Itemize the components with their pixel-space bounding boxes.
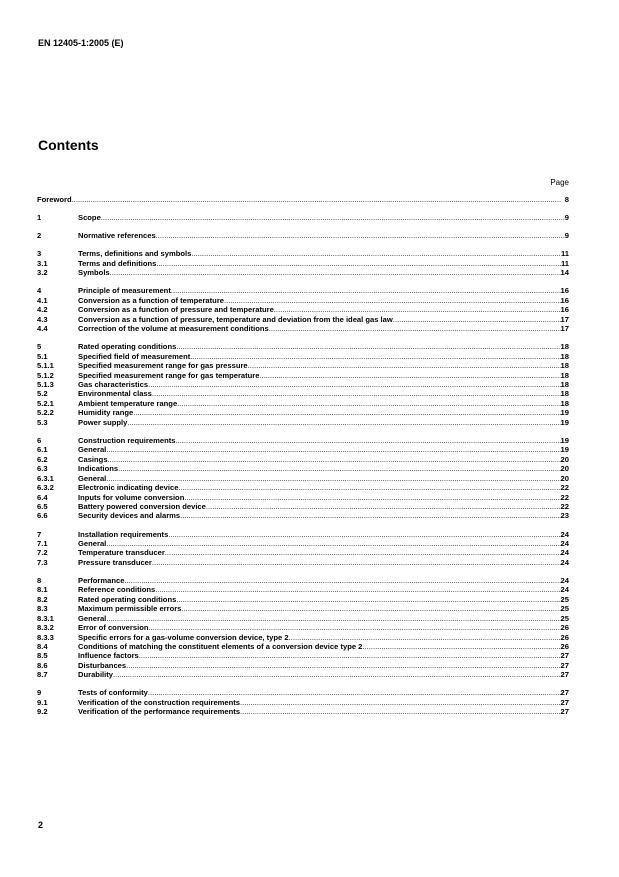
toc-entry-number: 5.2 [37, 389, 48, 399]
toc-entry-page: 16 [560, 295, 569, 305]
toc-entry[interactable] [37, 651, 569, 660]
dot-leader [274, 305, 561, 314]
dot-leader [191, 249, 561, 258]
toc-entry[interactable] [37, 399, 569, 408]
toc-entry-title: Rated operating conditions [78, 342, 177, 352]
toc-entry-page: 18 [560, 370, 569, 380]
dot-leader [168, 530, 560, 539]
dot-leader [259, 371, 560, 380]
toc-entry-number: 5.1.1 [37, 361, 54, 371]
toc-entry-page: 26 [560, 623, 569, 633]
dot-leader [178, 483, 560, 492]
toc-entry[interactable] [37, 595, 569, 604]
dot-leader [240, 707, 561, 716]
toc-entry[interactable] [37, 296, 569, 305]
toc-entry-title: Specified measurement range for gas temperature [78, 370, 260, 380]
dot-leader [124, 576, 560, 585]
toc-entry[interactable] [37, 380, 569, 389]
document-header: EN 12405-1:2005 (E) [38, 38, 124, 48]
toc-entry-title: General [78, 445, 107, 455]
toc-entry-page: 25 [560, 613, 569, 623]
toc-entry-title: Electronic indicating device [78, 483, 179, 493]
toc-entry-page: 27 [560, 707, 569, 717]
toc-entry-number: 1 [37, 213, 42, 223]
toc-entry-title: Installation requirements [78, 529, 169, 539]
toc-entry-title: Terms, definitions and symbols [78, 249, 192, 259]
toc-entry[interactable] [37, 585, 569, 594]
toc-entry-page: 19 [560, 435, 569, 445]
dot-leader [176, 342, 560, 351]
toc-entry-number: 3.1 [37, 258, 48, 268]
toc-entry-number: 6.1 [37, 445, 48, 455]
toc-entry-number: 6.6 [37, 511, 48, 521]
toc-entry-title: Conversion as a function of pressure and temperature [78, 305, 274, 315]
toc-entry[interactable] [37, 213, 569, 222]
toc-entry[interactable] [37, 614, 569, 623]
toc-entry-page: 25 [560, 594, 569, 604]
toc-entry-title: Verification of the construction requirements [78, 697, 241, 707]
toc-entry[interactable] [37, 445, 569, 454]
toc-entry-page: 23 [560, 511, 569, 521]
toc-entry-number: 5.1 [37, 351, 48, 361]
toc-entry-number: 5.2.2 [37, 408, 54, 418]
toc-entry-title: Terms and definitions [78, 258, 157, 268]
toc-entry-page: 18 [560, 389, 569, 399]
dot-leader [72, 195, 565, 204]
toc-group [37, 530, 569, 568]
dot-leader [156, 231, 565, 240]
toc-entry-page: 24 [560, 557, 569, 567]
dot-leader [133, 408, 560, 417]
toc-entry-number: 6.2 [37, 454, 48, 464]
dot-leader [240, 698, 561, 707]
dot-leader [177, 399, 560, 408]
dot-leader [206, 502, 561, 511]
toc-entry[interactable] [37, 642, 569, 651]
toc-entry[interactable] [37, 661, 569, 670]
dot-leader [110, 268, 561, 277]
toc-entry[interactable] [37, 548, 569, 557]
toc-entry-title: Principle of measurement [78, 286, 171, 296]
dot-leader [171, 286, 561, 295]
toc-entry[interactable] [37, 539, 569, 548]
toc-entry[interactable] [37, 389, 569, 398]
dot-leader [126, 661, 560, 670]
toc-group [37, 286, 569, 333]
toc-entry-number: 8.3.1 [37, 613, 54, 623]
dot-leader [106, 539, 560, 548]
dot-leader [155, 585, 560, 594]
toc-entry[interactable] [37, 436, 569, 445]
toc-entry-page: 11 [560, 258, 569, 268]
dot-leader [165, 548, 561, 557]
toc-entry-number: 6.5 [37, 501, 48, 511]
dot-leader [224, 296, 561, 305]
toc-entry-number: 6.4 [37, 492, 48, 502]
dot-leader [175, 436, 560, 445]
toc-entry-number: 8.3.2 [37, 623, 54, 633]
toc-entry-page: 22 [560, 483, 569, 493]
toc-entry-title: Influence factors [78, 651, 139, 661]
toc-entry-page: 27 [560, 651, 569, 661]
toc-entry-number: 7.2 [37, 548, 48, 558]
toc-entry-number: 4.1 [37, 295, 48, 305]
page-title: Contents [38, 137, 99, 153]
toc-entry[interactable] [37, 633, 569, 642]
toc-entry-page: 18 [560, 342, 569, 352]
toc-group [37, 249, 569, 277]
toc-entry-title: Power supply [78, 417, 128, 427]
dot-leader [393, 315, 561, 324]
toc-entry[interactable] [37, 408, 569, 417]
toc-entry[interactable] [37, 464, 569, 473]
toc-group [37, 688, 569, 716]
dot-leader [152, 558, 561, 567]
dot-leader [113, 670, 561, 679]
dot-leader [101, 213, 565, 222]
toc-entry-number: 8.2 [37, 594, 48, 604]
toc-entry[interactable] [37, 707, 569, 716]
page-column-label: Page [550, 178, 569, 187]
toc-group [37, 231, 569, 240]
toc-entry-title: Temperature transducer [78, 548, 165, 558]
toc-entry-page: 20 [560, 473, 569, 483]
toc-entry-title: Inputs for volume conversion [78, 492, 185, 502]
toc-entry-number: 8 [37, 575, 42, 585]
toc-entry-page: 16 [560, 286, 569, 296]
toc-entry[interactable] [37, 305, 569, 314]
toc-entry-page: 26 [560, 642, 569, 651]
toc-entry[interactable] [37, 670, 569, 679]
toc-entry-number: 9.1 [37, 697, 48, 707]
toc-entry-title: General [78, 473, 107, 483]
toc-entry[interactable] [37, 418, 569, 427]
toc-entry-title: Verification of the performance requirements [78, 707, 241, 717]
toc-entry-number: 8.1 [37, 585, 48, 595]
toc-entry[interactable] [37, 352, 569, 361]
toc-entry-number: 5.2.1 [37, 398, 54, 408]
dot-leader [269, 324, 561, 333]
toc-entry-number: 8.7 [37, 670, 48, 680]
toc-entry-number: 7.1 [37, 538, 48, 548]
toc-entry-page: 24 [560, 548, 569, 558]
toc-entry-number: 5.1.3 [37, 380, 54, 389]
toc-entry-number: 4.3 [37, 314, 48, 324]
toc-entry-page: 9 [564, 213, 569, 223]
toc-entry-title: Conversion as a function of pressure, temperature and deviation from the ideal gas law [78, 314, 393, 324]
toc-entry-page: 22 [560, 492, 569, 502]
toc-entry[interactable] [37, 474, 569, 483]
toc-entry-number: 4.4 [37, 324, 48, 334]
toc-entry-title: General [78, 538, 107, 548]
dot-leader [180, 511, 560, 520]
toc-entry-number: 3 [37, 249, 42, 259]
toc-entry[interactable] [37, 286, 569, 295]
dot-leader [148, 688, 561, 697]
toc-entry-title: Correction of the volume at measurement conditions [78, 324, 269, 334]
toc-entry-number: 8.5 [37, 651, 48, 661]
toc-entry-number: 3.2 [37, 268, 48, 278]
toc-entry-title: Specified measurement range for gas pressure [78, 361, 248, 371]
toc-entry-title: Symbols [78, 268, 110, 278]
toc-entry-page: 26 [560, 632, 569, 642]
toc-entry[interactable] [37, 361, 569, 370]
dot-leader [184, 493, 560, 502]
toc-entry-number: 5.1.2 [37, 370, 54, 380]
toc-entry-number: 9 [37, 688, 42, 698]
toc-entry-number: 5.3 [37, 417, 48, 427]
toc-entry[interactable] [37, 371, 569, 380]
toc-group [37, 213, 569, 222]
toc-entry-title: Ambient temperature range [78, 398, 178, 408]
toc-entry-title: Conditions of matching the constituent elements of a conversion device type 2 [78, 642, 363, 651]
dot-leader [139, 651, 561, 660]
toc-group [37, 195, 569, 204]
toc-entry-page: 20 [560, 464, 569, 474]
dot-leader [156, 259, 561, 268]
toc-entry[interactable] [37, 698, 569, 707]
toc-entry-page: 27 [560, 697, 569, 707]
toc-entry-title: Reference conditions [78, 585, 156, 595]
toc-entry-page: 27 [560, 660, 569, 670]
toc-entry-title: Tests of conformity [78, 688, 148, 698]
toc-entry-title: Normative references [78, 231, 156, 241]
toc-group [37, 576, 569, 680]
toc-entry-page: 25 [560, 604, 569, 614]
toc-group [37, 342, 569, 427]
toc-entry-number: 7.3 [37, 557, 48, 567]
toc-entry-number: 6.3.1 [37, 473, 54, 483]
dot-leader [362, 642, 560, 651]
toc-entry-page: 24 [560, 529, 569, 539]
toc-entry[interactable] [37, 688, 569, 697]
toc-group [37, 436, 569, 521]
toc-entry-page: 19 [560, 445, 569, 455]
toc-entry-page: 14 [560, 268, 569, 278]
toc-entry[interactable] [37, 195, 569, 204]
toc-entry-title: Environmental class [78, 389, 152, 399]
dot-leader [190, 352, 560, 361]
page-number: 2 [38, 820, 44, 830]
toc-entry-page: 19 [560, 417, 569, 427]
toc-entry[interactable] [37, 315, 569, 324]
toc-entry[interactable] [37, 558, 569, 567]
toc-entry[interactable] [37, 483, 569, 492]
toc-entry-page: 18 [560, 351, 569, 361]
toc-entry-title: Durability [78, 670, 114, 680]
toc-entry-title: Maximum permissible errors [78, 604, 182, 614]
toc-entry-number: 4 [37, 286, 42, 296]
dot-leader [152, 389, 561, 398]
toc-entry[interactable] [37, 576, 569, 585]
toc-entry-page: 24 [560, 585, 569, 595]
toc-entry-title: Casings [78, 454, 108, 464]
toc-entry-page: 17 [560, 324, 569, 334]
toc-entry-number: 6.3 [37, 464, 48, 474]
toc-entry-title: Specified field of measurement [78, 351, 191, 361]
toc-entry-page: 16 [560, 305, 569, 315]
toc-entry[interactable] [37, 511, 569, 520]
toc-entry[interactable] [37, 493, 569, 502]
toc-entry-title: Conversion as a function of temperature [78, 295, 224, 305]
toc-entry-title: Battery powered conversion device [78, 501, 206, 511]
dot-leader [108, 455, 561, 464]
toc-entry[interactable] [37, 604, 569, 613]
toc-entry-page: 19 [560, 408, 569, 418]
dot-leader [176, 595, 560, 604]
toc-entry[interactable] [37, 231, 569, 240]
toc-entry-title: Disturbances [78, 660, 127, 670]
toc-entry-title: General [78, 613, 107, 623]
toc-entry-title: Specific errors for a gas-volume conversion device, type 2 [78, 632, 289, 642]
toc-entry[interactable] [37, 259, 569, 268]
dot-leader [106, 445, 560, 454]
toc-entry-page: 22 [560, 501, 569, 511]
toc-entry-number: 5 [37, 342, 42, 352]
toc-entry[interactable] [37, 324, 569, 333]
dot-leader [106, 474, 560, 483]
toc-entry-title: Foreword [37, 195, 72, 204]
toc-entry-number: 9.2 [37, 707, 48, 717]
toc-entry[interactable] [37, 623, 569, 632]
toc-entry-title: Indications [78, 464, 119, 474]
toc-entry-page: 9 [564, 231, 569, 241]
toc-entry[interactable] [37, 249, 569, 258]
dot-leader [181, 604, 560, 613]
dot-leader [106, 614, 560, 623]
toc-entry-page: 18 [560, 380, 569, 389]
toc-entry-title: Error of conversion [78, 623, 149, 633]
toc-entry-title: Gas characteristics [78, 380, 149, 389]
table-of-contents [37, 195, 569, 717]
toc-entry-title: Security devices and alarms [78, 511, 181, 521]
toc-entry-title: Scope [78, 213, 101, 223]
toc-entry-page: 27 [560, 688, 569, 698]
toc-entry-number: 7 [37, 529, 42, 539]
toc-entry[interactable] [37, 342, 569, 351]
toc-entry-number: 6.3.2 [37, 483, 54, 493]
toc-entry-page: 8 [564, 195, 569, 204]
toc-entry-title: Construction requirements [78, 435, 176, 445]
toc-entry-page: 24 [560, 538, 569, 548]
toc-entry-number: 8.4 [37, 642, 48, 651]
toc-entry-page: 17 [560, 314, 569, 324]
toc-entry-title: Rated operating conditions [78, 594, 177, 604]
toc-entry[interactable] [37, 268, 569, 277]
dot-leader [248, 361, 561, 370]
toc-entry-page: 18 [560, 398, 569, 408]
toc-entry-number: 4.2 [37, 305, 48, 315]
toc-entry[interactable] [37, 530, 569, 539]
dot-leader [127, 418, 560, 427]
dot-leader [148, 623, 560, 632]
toc-entry-number: 8.3.3 [37, 632, 54, 642]
toc-entry-title: Humidity range [78, 408, 134, 418]
toc-entry-number: 2 [37, 231, 42, 241]
toc-entry-page: 18 [560, 361, 569, 371]
dot-leader [148, 380, 560, 389]
toc-entry-title: Performance [78, 575, 125, 585]
toc-entry-page: 11 [560, 249, 569, 259]
dot-leader [118, 464, 560, 473]
toc-entry[interactable] [37, 502, 569, 511]
toc-entry-number: 8.3 [37, 604, 48, 614]
toc-entry-number: 6 [37, 435, 42, 445]
toc-entry-page: 20 [560, 454, 569, 464]
toc-entry[interactable] [37, 455, 569, 464]
dot-leader [289, 633, 561, 642]
toc-entry-title: Pressure transducer [78, 557, 152, 567]
toc-entry-number: 8.6 [37, 660, 48, 670]
toc-entry-page: 24 [560, 575, 569, 585]
toc-entry-page: 27 [560, 670, 569, 680]
